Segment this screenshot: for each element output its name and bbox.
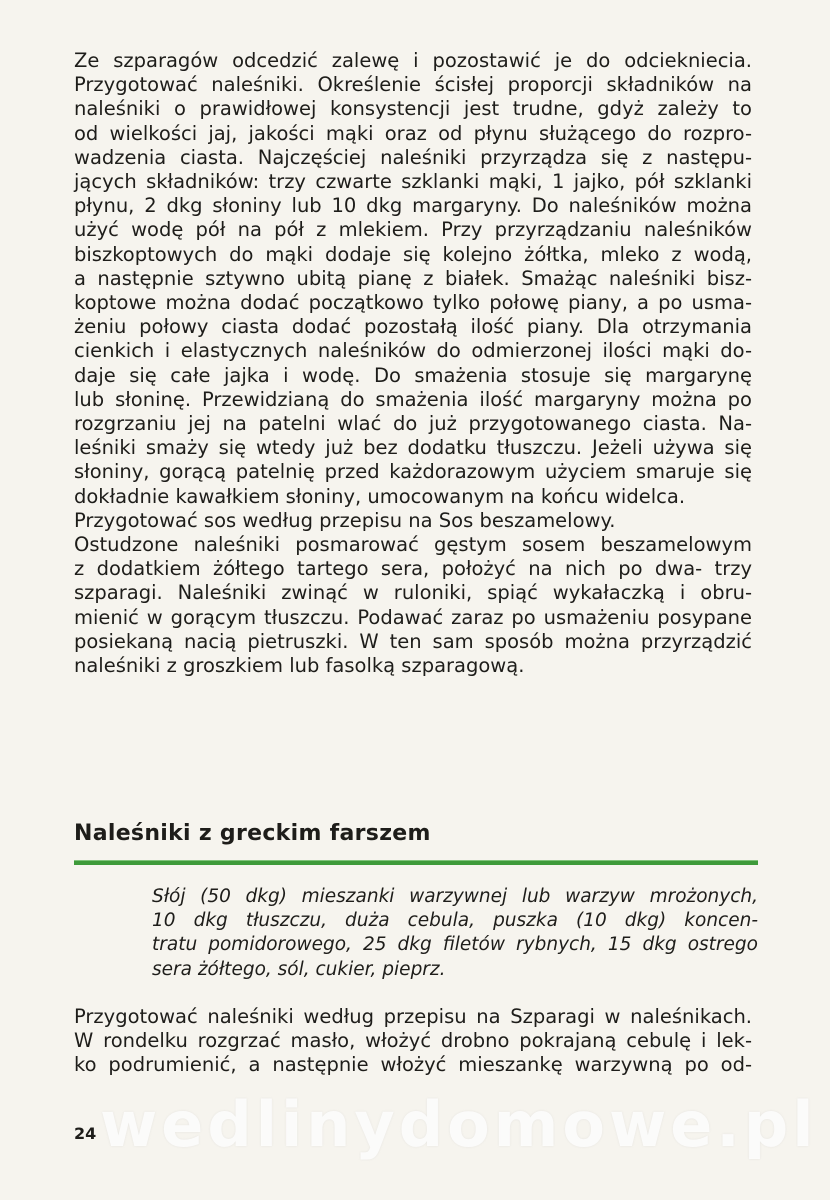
ingredient-line: tratu pomidorowego, 25 dkg filetów rybnych, 15 dkg ostrego	[152, 934, 758, 956]
text-line: Przygotować naleśniki. Określenie ścisłej proporcji składników na	[74, 73, 752, 97]
ingredient-line: 10 dkg tłuszczu, duża cebula, puszka (10 dkg) koncen-	[152, 910, 758, 932]
text-line: W rondelku rozgrzać masło, włożyć drobno pokrajaną cebulę i lek-	[74, 1029, 752, 1053]
text-line: wadzenia ciasta. Najczęściej naleśniki przyrządza się z następu-	[74, 145, 752, 169]
text-line: naleśniki o prawidłowej konsystencji jest trudne, gdyż zależy to	[74, 97, 752, 121]
text-line: ko podrumienić, a następnie włożyć mieszankę warzywną po od-	[74, 1053, 752, 1077]
recipe-title: Naleśniki z greckim farszem	[74, 821, 431, 846]
text-line: słoniny, gorącą patelnię przed każdorazowym użyciem smaruje się	[74, 460, 752, 484]
text-line: z dodatkiem żółtego tartego sera, położyć na nich po dwa- trzy	[74, 557, 752, 581]
text-line: leśniki smaży się wtedy już bez dodatku tłuszczu. Jeżeli używa się	[74, 436, 752, 460]
text-line: użyć wodę pół na pół z mlekiem. Przy przyrządzaniu naleśników	[74, 218, 752, 242]
watermark: wedlinydomowe.pl	[100, 1088, 818, 1161]
ingredient-line: Słój (50 dkg) mieszanki warzywnej lub warzyw mrożonych,	[152, 886, 758, 907]
text-line: biszkoptowych do mąki dodaje się kolejno żółtka, mleko z wodą,	[74, 242, 752, 266]
text-line: żeniu połowy ciasta dodać pozostałą ilość piany. Dla otrzymania	[74, 315, 752, 339]
text-line: mienić w gorącym tłuszczu. Podawać zaraz po usmażeniu posypane	[74, 605, 752, 629]
text-line: Ze szparagów odcedzić zalewę i pozostawić je do odciekniecia.	[74, 49, 752, 72]
text-line: cienkich i elastycznych naleśników do odmierzonej ilości mąki do-	[74, 339, 752, 363]
text-line: dokładnie kawałkiem słoniny, umocowanym na końcu widelca.	[74, 484, 686, 508]
text-line: jących składników: trzy czwarte szklanki mąki, 1 jajko, pół szklanki	[74, 170, 752, 194]
ingredients-list	[152, 885, 758, 982]
text-line: Ostudzone naleśniki posmarować gęstym sosem beszamelowym	[74, 533, 752, 557]
text-line: Przygotować naleśniki według przepisu na Szparagi w naleśnikach.	[74, 1005, 752, 1028]
intro-paragraph	[74, 49, 752, 678]
title-underline-rule	[74, 860, 758, 865]
text-line: szparagi. Naleśniki zwinąć w ruloniki, spiąć wykałaczką i obru-	[74, 581, 752, 605]
text-line: lub słoninę. Przewidzianą do smażenia ilość margaryny można po	[74, 387, 752, 411]
text-line: płynu, 2 dkg słoniny lub 10 dkg margaryny. Do naleśników można	[74, 194, 752, 218]
text-line: rozgrzaniu jej na patelni wlać do już przygotowanego ciasta. Na-	[74, 412, 752, 436]
ingredient-line: sera żółtego, sól, cukier, pieprz.	[152, 958, 446, 980]
method-paragraph	[74, 1005, 752, 1078]
text-line: a następnie sztywno ubitą pianę z białek. Smażąc naleśniki bisz-	[74, 266, 752, 290]
page-number: 24	[74, 1124, 97, 1143]
text-line: daje się całe jajka i wodę. Do smażenia stosuje się margarynę	[74, 363, 752, 387]
text-line: posiekaną nacią pietruszki. W ten sam sposób można przyrządzić	[74, 629, 752, 653]
text-line: koptowe można dodać początkowo tylko połowę piany, a po usma-	[74, 291, 752, 315]
text-line: od wielkości jaj, jakości mąki oraz od płynu służącego do rozpro-	[74, 121, 752, 145]
text-line: Przygotować sos według przepisu na Sos beszamelowy.	[74, 508, 616, 532]
text-line: naleśniki z groszkiem lub fasolką szparagową.	[74, 654, 525, 678]
